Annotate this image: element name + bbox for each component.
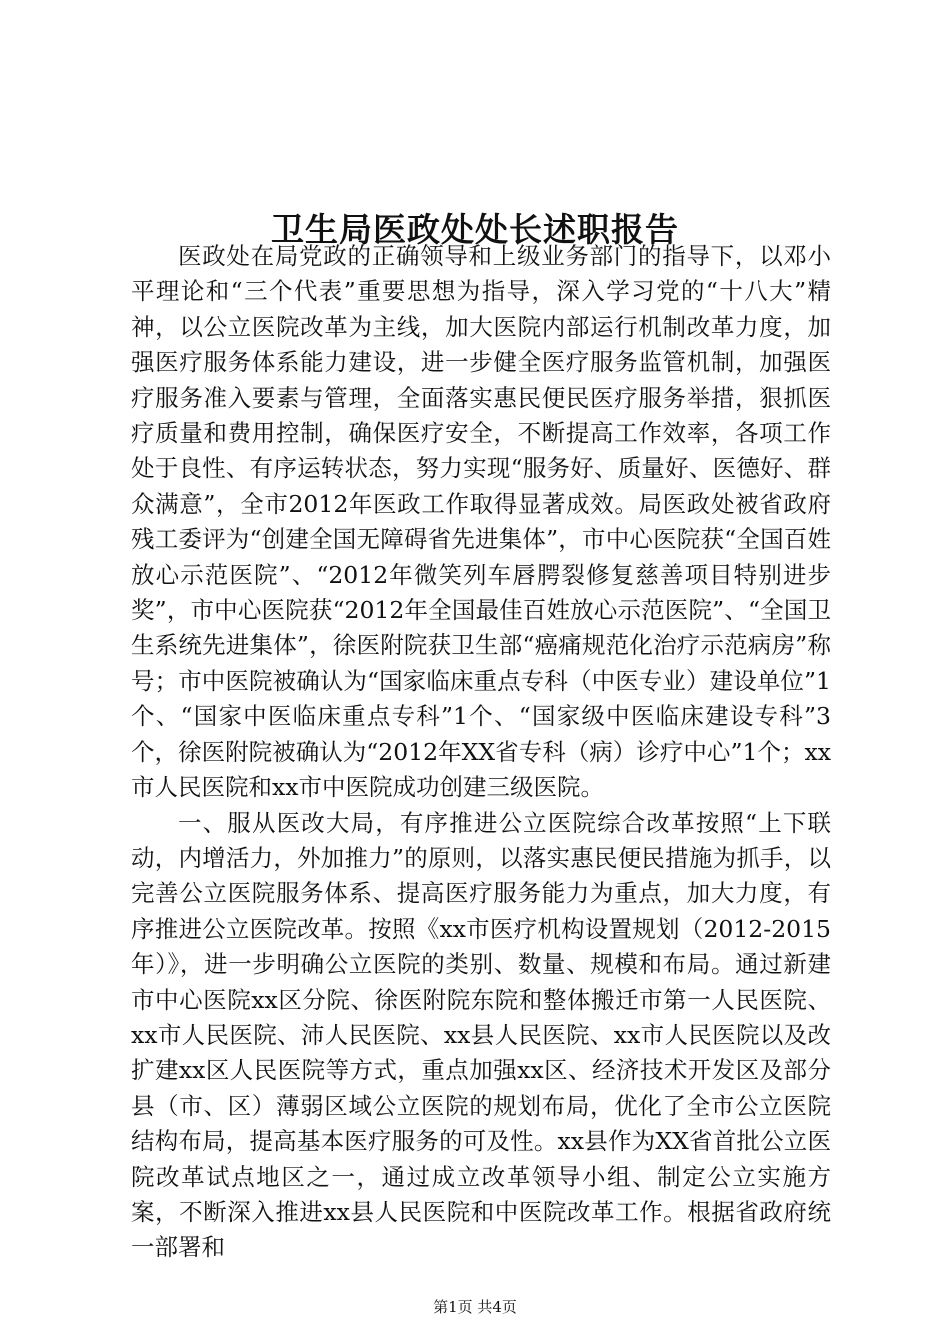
document-title: 卫生局医政处处长述职报告: [271, 210, 679, 250]
intro-paragraph: 医政处在局党政的正确领导和上级业务部门的指导下，以邓小平理论和“三个代表”重要思想为指导，深入学习党的“十八大”精神，以公立医院改革为主线，加大医院内部运行机制改革力度，加强医疗服务体系能力建设，进一步健全医疗服务监管机制，加强医疗服务准入要素与管理，全面落实惠民便民医疗服务举措，狠抓医疗质量和费用控制，确保医疗安全，不断提高工作效率，各项工作处于良性、有序运转状态，努力实现“服务好、质量好、医德好、群众满意”，全市2012年医政工作取得显著成效。局医政处被省政府残工委评为“创建全国无障碍省先进集体”，市中心医院获“全国百姓放心示范医院”、“2012年微笑列车唇腭裂修复慈善项目特别进步奖”，市中心医院获“2012年全国最佳百姓放心示范医院”、“全国卫生系统先进集体”，徐医附院获卫生部“癌痛规范化治疗示范病房”称号；市中医院被确认为“国家临床重点专科（中医专业）建设单位”1个、“国家中医临床重点专科”1个、“国家级中医临床建设专科”3个，徐医附院被确认为“2012年XX省专科（病）诊疗中心”1个；xx市人民医院和xx市中医院成功创建三级医院。: [131, 242, 831, 802]
document-body: [131, 239, 831, 1266]
section-one-paragraph: 一、服从医改大局，有序推进公立医院综合改革按照“上下联动，内增活力，外加推力”的原则，以落实惠民便民措施为抓手，以完善公立医院服务体系、提高医疗服务能力为重点，加大力度，有序推进公立医院改革。按照《xx市医疗机构设置规划（2012-2015年）》，进一步明确公立医院的类别、数量、规模和布局。通过新建市中心医院xx区分院、徐医附院东院和整体搬迁市第一人民医院、xx市人民医院、沛人民医院、xx县人民医院、xx市人民医院以及改扩建xx区人民医院等方式，重点加强xx区、经济技术开发区及部分县（市、区）薄弱区域公立医院的规划布局，优化了全市公立医院结构布局，提高基本医疗服务的可及性。xx县作为XX省首批公立医院改革试点地区之一，通过成立改革领导小组、制定公立实施方案，不断深入推进xx县人民医院和中医院改革工作。根据省政府统一部署和: [131, 808, 831, 1262]
page-footer: 第1页 共4页: [433, 1298, 517, 1316]
